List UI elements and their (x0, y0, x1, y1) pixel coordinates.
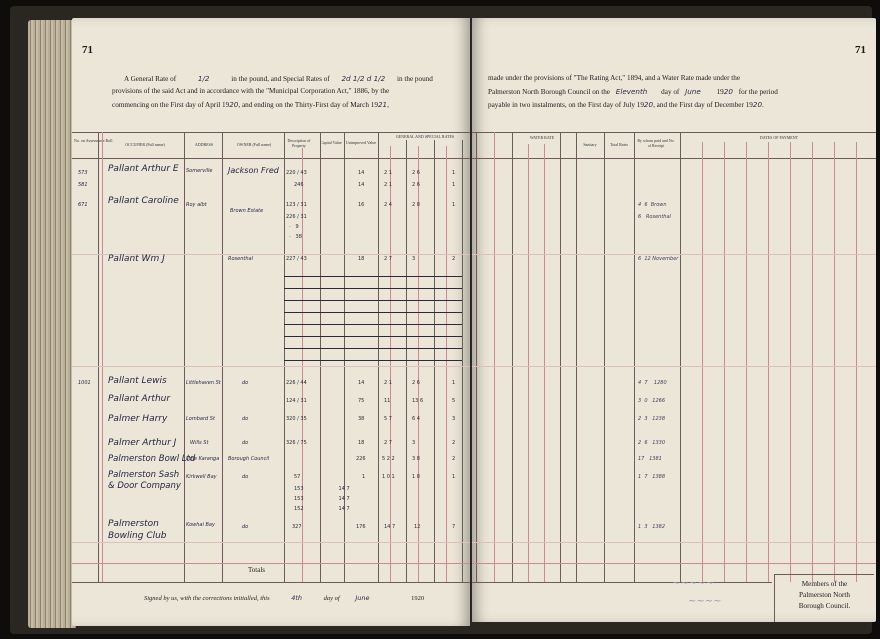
row-desc: 123 / 31 (286, 202, 307, 208)
row-occupier: Pallant Arthur (108, 394, 171, 404)
right-page-number: 71 (855, 44, 866, 56)
row-owner: do (242, 416, 249, 422)
row-rate-1: 2 1 (384, 380, 392, 386)
vrule (528, 144, 529, 582)
vrule (834, 142, 835, 582)
row-owner: Brown Estate (230, 208, 264, 214)
right-header-line-1: made under the provisions of "The Rating Act," 1894, and a Water Rate made under the (488, 74, 741, 82)
row-rate-3: 1 (452, 380, 456, 386)
row-rate-1: 5 2 2 (382, 456, 395, 462)
header-top-rule (72, 132, 470, 133)
row-rate-1: 11 (384, 398, 391, 404)
row-roll: 573 (78, 170, 88, 176)
row-address: Kowhai Bay (186, 522, 215, 528)
vrule (790, 142, 791, 582)
row-occupier: Pallant Arthur E (108, 164, 179, 174)
row-address: Kirkwell Bay (186, 474, 217, 480)
strike-line (284, 276, 462, 277)
row-desc: 246 (294, 182, 304, 188)
col-head-unimproved: Unimproved Value (345, 140, 377, 145)
col-head-general-special: GENERAL AND SPECIAL RATES (395, 134, 455, 139)
right-header-line-3: payable in two instalments, on the First day of July 1920, and the First day of December 1920. (488, 100, 764, 109)
totals-rule (472, 563, 876, 564)
row-owner: do (242, 524, 249, 530)
header-bottom-rule (472, 158, 876, 159)
col-head-address: ADDRESS (194, 142, 214, 147)
row-address: Wills St (190, 440, 209, 446)
row-desc: 226 / 44 (286, 380, 307, 386)
row-desc: 320 / 35 (286, 416, 307, 422)
hrule (72, 366, 470, 367)
vrule (680, 132, 681, 582)
vrule (812, 142, 813, 582)
vrule (344, 132, 345, 582)
row-rate-1: 14 7 (384, 524, 396, 530)
vrule (418, 146, 419, 582)
hrule (472, 254, 876, 255)
row-unimproved: 18 (358, 440, 365, 446)
row-rate-1: 2 4 (384, 202, 392, 208)
row-rate-3: 1 (452, 170, 456, 176)
totals-label: Totals (248, 566, 266, 574)
row-occupier: Palmerston Sash & Door Company (108, 470, 181, 491)
members-line-1: Members of the (801, 580, 848, 588)
row-occupier: Pallant Wm J (108, 254, 165, 264)
row-owner: Rosenthal (228, 256, 253, 262)
col-head-capital: Capital Value (320, 140, 342, 145)
col-head-description: Description of Property (287, 138, 311, 148)
right-header-line-2: Palmerston North Borough Council on the Eleventh day of June 1920 for the period (488, 87, 778, 96)
row-address: Lombard St (186, 416, 215, 422)
row-rate-1: 2 1 (384, 170, 392, 176)
strike-line (284, 288, 462, 289)
header-bottom-rule (72, 158, 470, 159)
row-occupier: Palmerston Bowl Ltd (108, 454, 196, 464)
row-unimproved: 14 (358, 182, 365, 188)
vrule (560, 132, 561, 582)
totals-bottom-rule (72, 582, 470, 583)
row-rate-3: 2 (452, 256, 456, 262)
col-head-total: Total Rates (609, 142, 629, 147)
row-rate-2: 3 (412, 440, 416, 446)
strike-line (284, 360, 462, 361)
row-rate-2: 2 8 (412, 202, 420, 208)
row-desc: 326 / 75 (286, 440, 307, 446)
row-unimproved: 226 (356, 456, 366, 462)
row-unimproved: 14 (358, 380, 365, 386)
row-occupier: Palmerston Bowling Club (108, 519, 167, 541)
row-desc: 57 (294, 474, 301, 480)
row-desc: 124 / 31 (286, 398, 307, 404)
row-rate-3: 2 (452, 456, 456, 462)
row-address: Littlehaven St (186, 380, 221, 386)
row-unimproved: 14 (358, 170, 365, 176)
col-head-roll: No. on Assessment Roll (74, 138, 113, 143)
left-header-line-1: A General Rate of 1/2 in the pound, and Special Rates of 2d 1/2 d 1/2 in the pound (124, 74, 433, 83)
strike-line (284, 348, 462, 349)
vrule (446, 146, 447, 582)
signature-1: ~~~~~ (672, 578, 714, 589)
row-rate-2: 12 (414, 524, 421, 530)
vrule (768, 142, 769, 582)
col-head-paid: By whom paid and No. of Receipt (637, 138, 675, 148)
vrule (462, 140, 463, 582)
row-rate-3: 1 (452, 474, 456, 480)
row-roll: 671 (78, 202, 88, 208)
row-unimproved: 16 (358, 202, 365, 208)
vrule (512, 132, 513, 582)
row-address: Lthe Karanga (186, 456, 220, 462)
row-owner: do (242, 440, 249, 446)
vrule (184, 132, 185, 582)
hrule (72, 542, 470, 543)
vrule (102, 132, 103, 582)
row-rate-3: 5 (452, 398, 456, 404)
row-rate-2: 6 4 (412, 416, 420, 422)
row-rate-2: 3 (412, 256, 416, 262)
strike-line (284, 312, 462, 313)
row-address: Somerville (186, 168, 213, 174)
row-rate-1: 2 7 (384, 256, 392, 262)
row-rate-3: 3 (452, 416, 456, 422)
row-rate-3: 2 (452, 440, 456, 446)
row-rate-2: 2 6 (412, 170, 420, 176)
row-rate-2: 1 8 (412, 474, 420, 480)
row-desc: 220 / 43 (286, 170, 307, 176)
vrule (724, 142, 725, 582)
vrule (476, 132, 477, 582)
row-unimproved: 176 (356, 524, 366, 530)
col-head-dates-payment: DATES OF PAYMENT (759, 135, 799, 140)
row-occupier: Pallant Lewis (108, 376, 167, 386)
col-head-sanitary: Sanitary (583, 142, 597, 147)
signature-statement: Signed by us, with the corrections initialled, this 4th day of June 1920 (144, 594, 425, 602)
left-header-line-2: provisions of the said Act and in accordance with the "Municipal Corporation Act," 1886, by the (112, 87, 390, 95)
row-unimproved: 75 (358, 398, 365, 404)
row-rate-2: 2 6 (412, 182, 420, 188)
vrule (746, 142, 747, 582)
vrule (98, 132, 99, 582)
vrule (284, 132, 285, 582)
right-page: 71 made under the provisions of "The Rating Act," 1894, and a Water Rate made under the Palmerston North Borough Council on the Eleventh day of June 1920 for the period payable in two instalments, on the First day of July 1920, and the First day of December 1920. WATER RATE Sanitary Total Rates By whom paid and No. of Receipt DATES OF PAYMENT 4 6 Brown 6 Rosenthal 6 12 November 4 7 1280 3 0 1266 2 3 1238 2 6 1330 17 1381 1 7 1388 1 3 1382 ~~~~~ ~~~~ Members of the Palmerston North Borough Council. (472, 18, 876, 622)
row-occupier: Pallant Caroline (108, 196, 179, 206)
row-roll: 1001 (78, 380, 91, 386)
vrule (390, 146, 391, 582)
row-occupier: Palmer Harry (108, 414, 168, 424)
left-page: 71 A General Rate of 1/2 in the pound, and Special Rates of 2d 1/2 d 1/2 in the pound provisions of the said Act and in accordance with the "Municipal Corporation Act," 1886, by the commencing on the First day of April 1920, and ending on the Thirty-First day of March 1921, No. on Assessment Roll OCCUPIER (Full name) ADDRESS OWNER (Full name) Description of Property Capital Value Unimproved Value GENERAL AND SPECIAL RATES 573 Pallant Arthur E Somerville Jackson Fred 220 / 43 14 2 1 2 6 1 581 246 14 2 1 2 6 1 671 Pallant Caroline Roy albt Brown Estate 123 / 31 16 2 4 2 8 1 226 / 31 · 9 · 38 Pallant Wm J Rosenthal 227 / 43 18 2 7 3 2 Pallant Lewis 1001 Littlehaven St do 226 / 44 14 2 1 2 6 1 Pallant Arthur 124 / 31 75 11 13 6 5 Palmer Harry Lombard St do 320 / 35 38 5 7 6 4 3 Palmer Arthur J Wills St do 326 / 75 18 2 7 3 2 Palmerston Bowl Ltd Lthe Karanga Borough Council 226 5 2 2 3 8 2 Palmerston Sash & Door Company Kirkwell Bay do 57 1 1 0 1 1 8 1 153 14 7 153 14 7 152 14 7 Palmerston Bowling Club Kowhai Bay do 327 176 14 7 12 7 Totals Signed by us, with the corrections initialled, this 4th day of June 1920 (72, 18, 470, 626)
members-line-3: Borough Council. (798, 602, 851, 610)
row-rate-2: 13 6 (412, 398, 424, 404)
row-unimproved: 1 (362, 474, 366, 480)
vrule (222, 132, 223, 582)
row-owner: do (242, 380, 249, 386)
vrule (406, 140, 407, 582)
vrule (378, 132, 379, 582)
hrule (472, 542, 876, 543)
hrule (472, 366, 876, 367)
totals-rule (72, 563, 470, 564)
members-box (774, 574, 874, 622)
row-rate-1: 2 7 (384, 440, 392, 446)
row-rate-3: 1 (452, 182, 456, 188)
left-header-line-3: commencing on the First day of April 1920, and ending on the Thirty-First day of March 1921, (112, 100, 389, 109)
row-occupier: Palmer Arthur J (108, 438, 177, 448)
vrule (320, 132, 321, 582)
row-rate-2: 2 6 (412, 380, 420, 386)
row-unimproved: 38 (358, 416, 365, 422)
vrule (634, 132, 635, 582)
vrule (434, 140, 435, 582)
vrule (544, 144, 545, 582)
row-owner: Borough Council (228, 456, 270, 462)
vrule (576, 132, 577, 582)
col-head-owner: OWNER (Full name) (236, 142, 272, 147)
strike-line (284, 336, 462, 337)
ledger-book (10, 6, 872, 634)
signature-2: ~~~~ (688, 596, 722, 607)
row-desc: 327 (292, 524, 302, 530)
vrule (494, 132, 495, 582)
row-desc: 227 / 43 (286, 256, 307, 262)
col-head-water-rate: WATER RATE (529, 135, 555, 140)
vrule (702, 142, 703, 582)
row-rate-3: 7 (452, 524, 456, 530)
strike-line (284, 324, 462, 325)
vrule (604, 132, 605, 582)
row-rate-3: 1 (452, 202, 456, 208)
row-owner: do (242, 474, 249, 480)
vrule (856, 142, 857, 582)
row-rate-1: 2 1 (384, 182, 392, 188)
row-roll: 581 (78, 182, 88, 188)
left-page-number: 71 (82, 44, 93, 56)
row-rate-1: 1 0 1 (382, 474, 395, 480)
col-head-occupier: OCCUPIER (Full name) (125, 142, 165, 147)
header-top-rule (472, 132, 876, 133)
totals-bottom-rule (472, 582, 772, 583)
row-address: Roy albt (186, 202, 207, 208)
strike-line (284, 300, 462, 301)
row-unimproved: 18 (358, 256, 365, 262)
row-owner: Jackson Fred (228, 166, 279, 175)
page-edges (28, 20, 76, 628)
members-line-2: Palmerston North (799, 591, 850, 599)
row-rate-1: 5 7 (384, 416, 392, 422)
row-rate-2: 3 8 (412, 456, 420, 462)
